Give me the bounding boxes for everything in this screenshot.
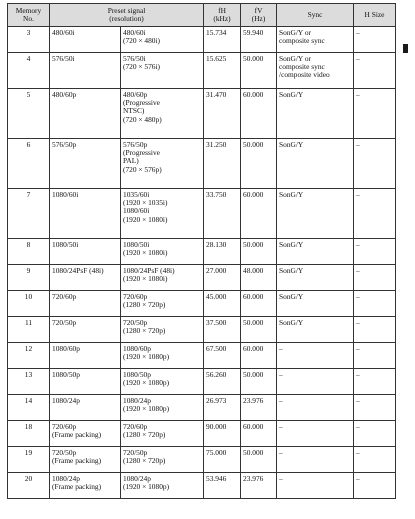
- resolution-cell: 1080/24p (1920 × 1080p): [121, 473, 204, 499]
- fh-cell: 53.946: [204, 473, 241, 499]
- resolution-cell: 576/50p (Progressive PAL) (720 × 576p): [121, 139, 204, 189]
- table-row: [8, 317, 396, 343]
- table-row: [8, 189, 396, 239]
- memory-no-cell: 10: [8, 291, 50, 317]
- table-row: [8, 89, 396, 139]
- sync-cell: –: [277, 473, 354, 499]
- h-size-cell: –: [354, 189, 396, 239]
- fv-cell: 50.000: [241, 139, 277, 189]
- resolution-cell: 1080/24p (1920 × 1080p): [121, 395, 204, 421]
- table-row: [8, 265, 396, 291]
- fh-cell: 37.500: [204, 317, 241, 343]
- page-tab-marker: [403, 44, 408, 53]
- fv-cell: 60.000: [241, 89, 277, 139]
- header-preset-signal: Preset signal (resolution): [50, 4, 204, 27]
- memory-no-cell: 3: [8, 27, 50, 53]
- sync-cell: –: [277, 447, 354, 473]
- sync-cell: SonG/Y: [277, 317, 354, 343]
- sync-cell: –: [277, 421, 354, 447]
- table-row: [8, 421, 396, 447]
- preset-signal-cell: 720/60p: [50, 291, 121, 317]
- preset-signal-cell: 480/60p: [50, 89, 121, 139]
- h-size-cell: –: [354, 239, 396, 265]
- sync-cell: SonG/Y: [277, 265, 354, 291]
- preset-signal-cell: 1080/60p: [50, 343, 121, 369]
- table-row: [8, 139, 396, 189]
- preset-signal-table: [7, 3, 396, 499]
- fv-cell: 23.976: [241, 395, 277, 421]
- resolution-cell: 720/60p (1280 × 720p): [121, 421, 204, 447]
- table-row: [8, 447, 396, 473]
- fh-cell: 31.250: [204, 139, 241, 189]
- fh-cell: 26.973: [204, 395, 241, 421]
- h-size-cell: –: [354, 473, 396, 499]
- memory-no-cell: 9: [8, 265, 50, 291]
- fh-cell: 75.000: [204, 447, 241, 473]
- preset-signal-cell: 576/50p: [50, 139, 121, 189]
- memory-no-cell: 13: [8, 369, 50, 395]
- preset-signal-cell: 1080/24p: [50, 395, 121, 421]
- preset-signal-cell: 720/50p: [50, 317, 121, 343]
- resolution-cell: 1080/50i (1920 × 1080i): [121, 239, 204, 265]
- resolution-cell: 1035/60i (1920 × 1035i) 1080/60i (1920 × 1080i): [121, 189, 204, 239]
- resolution-cell: 720/60p (1280 × 720p): [121, 291, 204, 317]
- sync-cell: SonG/Y: [277, 139, 354, 189]
- table-row: [8, 239, 396, 265]
- memory-no-cell: 19: [8, 447, 50, 473]
- h-size-cell: –: [354, 265, 396, 291]
- fh-cell: 45.000: [204, 291, 241, 317]
- fv-cell: 23.976: [241, 473, 277, 499]
- h-size-cell: –: [354, 139, 396, 189]
- memory-no-cell: 6: [8, 139, 50, 189]
- resolution-cell: 480/60i (720 × 480i): [121, 27, 204, 53]
- h-size-cell: –: [354, 27, 396, 53]
- fv-cell: 50.000: [241, 369, 277, 395]
- memory-no-cell: 14: [8, 395, 50, 421]
- preset-signal-cell: 576/50i: [50, 53, 121, 89]
- preset-signal-cell: 1080/50i: [50, 239, 121, 265]
- header-h-size: H Size: [354, 4, 396, 27]
- fv-cell: 59.940: [241, 27, 277, 53]
- fv-cell: 60.000: [241, 291, 277, 317]
- h-size-cell: –: [354, 317, 396, 343]
- sync-cell: SonG/Y or composite sync /composite video: [277, 53, 354, 89]
- table-row: [8, 369, 396, 395]
- resolution-cell: 720/50p (1280 × 720p): [121, 447, 204, 473]
- memory-no-cell: 11: [8, 317, 50, 343]
- fv-cell: 60.000: [241, 421, 277, 447]
- h-size-cell: –: [354, 395, 396, 421]
- preset-signal-cell: 1080/50p: [50, 369, 121, 395]
- h-size-cell: –: [354, 421, 396, 447]
- resolution-cell: 576/50i (720 × 576i): [121, 53, 204, 89]
- memory-no-cell: 5: [8, 89, 50, 139]
- table-row: [8, 473, 396, 499]
- table-row: [8, 27, 396, 53]
- header-sync: Sync: [277, 4, 354, 27]
- fv-cell: 50.000: [241, 447, 277, 473]
- sync-cell: –: [277, 369, 354, 395]
- h-size-cell: –: [354, 447, 396, 473]
- header-fh: fH (kHz): [204, 4, 241, 27]
- fv-cell: 48.000: [241, 265, 277, 291]
- fh-cell: 33.750: [204, 189, 241, 239]
- memory-no-cell: 4: [8, 53, 50, 89]
- memory-no-cell: 20: [8, 473, 50, 499]
- fh-cell: 28.130: [204, 239, 241, 265]
- memory-no-cell: 18: [8, 421, 50, 447]
- preset-signal-cell: 480/60i: [50, 27, 121, 53]
- sync-cell: SonG/Y: [277, 189, 354, 239]
- table-header-row: [8, 4, 396, 27]
- h-size-cell: –: [354, 53, 396, 89]
- memory-no-cell: 7: [8, 189, 50, 239]
- sync-cell: SonG/Y: [277, 89, 354, 139]
- fh-cell: 15.625: [204, 53, 241, 89]
- sync-cell: SonG/Y or composite sync: [277, 27, 354, 53]
- memory-no-cell: 8: [8, 239, 50, 265]
- resolution-cell: 720/50p (1280 × 720p): [121, 317, 204, 343]
- table-row: [8, 291, 396, 317]
- sync-cell: SonG/Y: [277, 239, 354, 265]
- fh-cell: 90.000: [204, 421, 241, 447]
- preset-signal-cell: 1080/60i: [50, 189, 121, 239]
- sync-cell: –: [277, 343, 354, 369]
- fv-cell: 60.000: [241, 343, 277, 369]
- h-size-cell: –: [354, 369, 396, 395]
- fh-cell: 27.000: [204, 265, 241, 291]
- h-size-cell: –: [354, 343, 396, 369]
- table-row: [8, 395, 396, 421]
- resolution-cell: 1080/24PsF (48i) (1920 × 1080i): [121, 265, 204, 291]
- fv-cell: 50.000: [241, 239, 277, 265]
- table-row: [8, 343, 396, 369]
- resolution-cell: 480/60p (Progressive NTSC) (720 × 480p): [121, 89, 204, 139]
- memory-no-cell: 12: [8, 343, 50, 369]
- header-memory-no: Memory No.: [8, 4, 50, 27]
- fh-cell: 31.470: [204, 89, 241, 139]
- fv-cell: 50.000: [241, 317, 277, 343]
- fv-cell: 50.000: [241, 53, 277, 89]
- preset-signal-cell: 1080/24p (Frame packing): [50, 473, 121, 499]
- sync-cell: SonG/Y: [277, 291, 354, 317]
- resolution-cell: 1080/60p (1920 × 1080p): [121, 343, 204, 369]
- sync-cell: –: [277, 395, 354, 421]
- preset-signal-cell: 720/50p (Frame packing): [50, 447, 121, 473]
- fv-cell: 60.000: [241, 189, 277, 239]
- preset-signal-cell: 720/60p (Frame packing): [50, 421, 121, 447]
- fh-cell: 67.500: [204, 343, 241, 369]
- fh-cell: 15.734: [204, 27, 241, 53]
- resolution-cell: 1080/50p (1920 × 1080p): [121, 369, 204, 395]
- preset-signal-cell: 1080/24PsF (48i): [50, 265, 121, 291]
- h-size-cell: –: [354, 89, 396, 139]
- table-row: [8, 53, 396, 89]
- header-fv: fV (Hz): [241, 4, 277, 27]
- fh-cell: 56.260: [204, 369, 241, 395]
- h-size-cell: –: [354, 291, 396, 317]
